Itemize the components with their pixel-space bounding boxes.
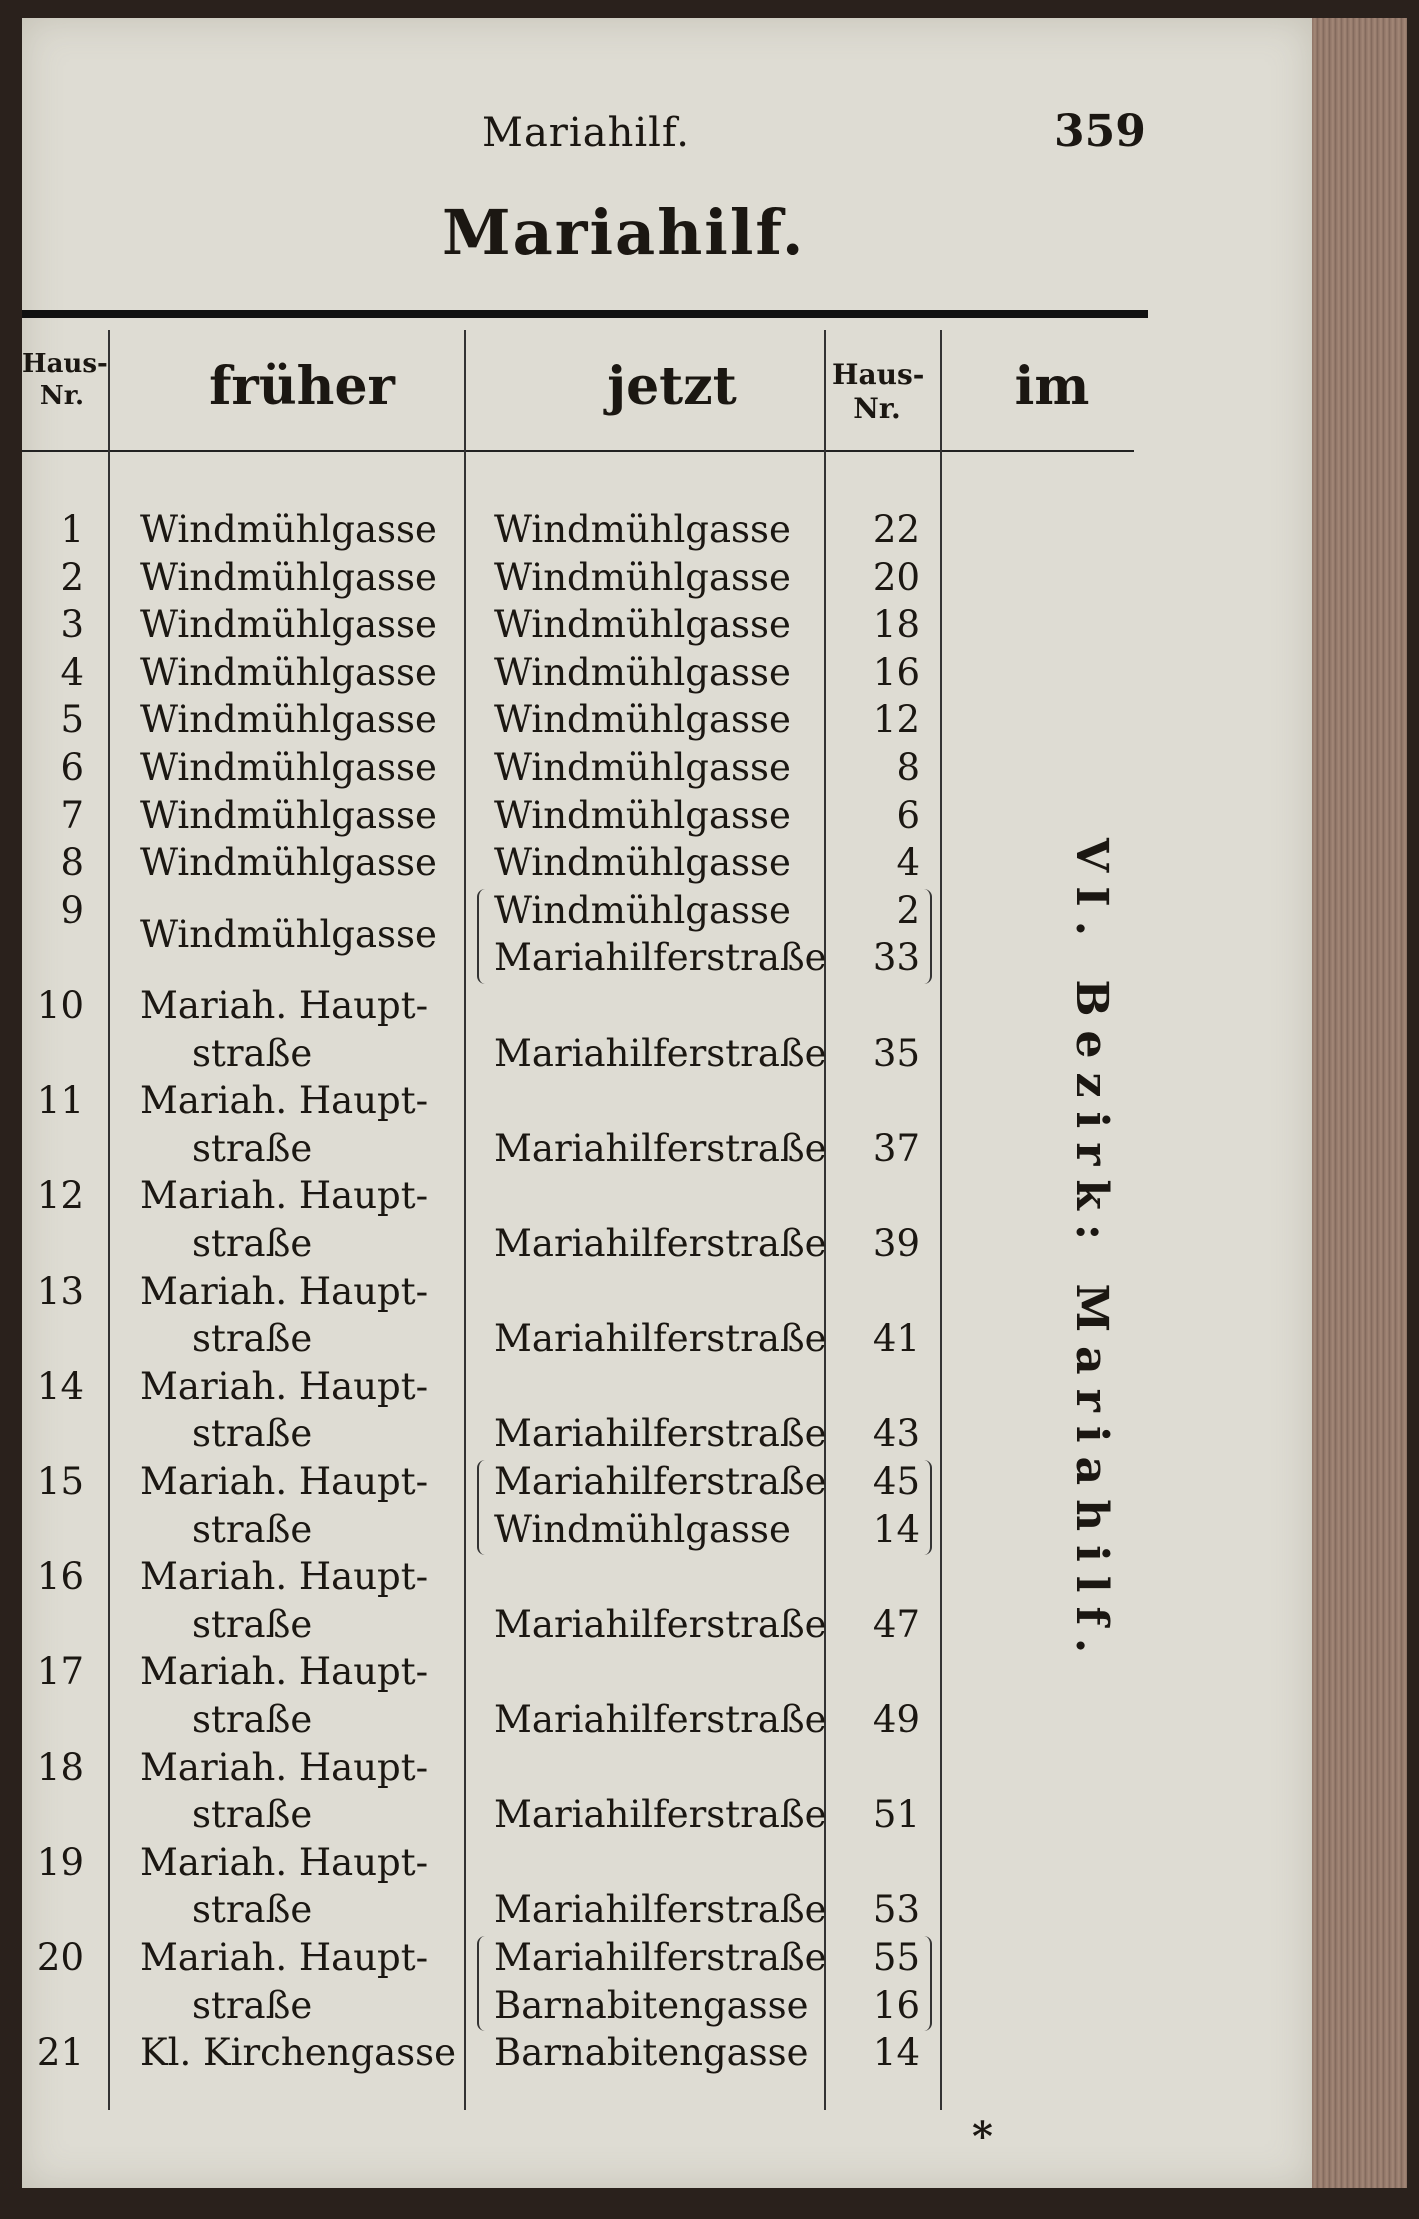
row-former-street: Windmühlgasse: [140, 555, 437, 599]
col-header-im: im: [1014, 356, 1090, 417]
row-house-number: 18: [36, 1745, 84, 1789]
row-new-house-number: 33: [872, 936, 920, 980]
col-header-jetzt: jetzt: [607, 356, 737, 417]
row-former-street: Windmühlgasse: [140, 650, 437, 694]
col-header-haus-nr-new: Haus-Nr.: [832, 358, 925, 425]
row-former-street: Windmühlgasse: [140, 508, 437, 551]
table-row: [22, 1841, 1022, 1936]
table-row: [22, 1079, 1022, 1174]
row-house-number: 2: [60, 555, 84, 599]
table-row: [22, 1555, 1022, 1650]
row-former-street: Mariah. Haupt-: [140, 1269, 429, 1313]
row-former-street: Mariah. Haupt-: [140, 1555, 429, 1599]
page-number: 359: [1054, 106, 1146, 157]
row-new-house-number: 14: [872, 1507, 920, 1551]
row-former-street: straße: [192, 1793, 313, 1837]
row-house-number: 15: [36, 1460, 84, 1503]
row-new-house-number: 8: [896, 746, 920, 789]
brace-right-icon: [924, 889, 932, 984]
row-current-street: Mariahilferstraße: [494, 1317, 827, 1361]
row-current-street: Mariahilferstraße: [494, 1936, 827, 1979]
footer-mark: *: [972, 2113, 993, 2160]
table-row: [22, 984, 1022, 1079]
table-row: [22, 1936, 1022, 2031]
header-rule: [22, 310, 1148, 318]
row-former-street: straße: [192, 1317, 313, 1361]
row-current-street: Windmühlgasse: [494, 508, 791, 551]
row-house-number: 12: [36, 1174, 84, 1218]
row-house-number: 14: [36, 1364, 84, 1408]
table-row: [22, 889, 1022, 984]
row-former-street: Mariah. Haupt-: [140, 1840, 429, 1884]
table-row: [22, 603, 1022, 651]
row-current-street: Mariahilferstraße: [494, 1793, 827, 1837]
row-current-street: Windmühlgasse: [494, 603, 791, 647]
row-current-street: Mariahilferstraße: [494, 1602, 827, 1646]
table-row: [22, 1460, 1022, 1555]
row-new-house-number: 53: [872, 1888, 920, 1932]
col-header-haus-nr: Haus-Nr.: [22, 349, 108, 411]
brace-left-icon: [477, 1936, 485, 2031]
row-former-street: Mariah. Haupt-: [140, 1936, 429, 1979]
row-current-street: Mariahilferstraße: [494, 936, 827, 980]
row-former-street: straße: [192, 1031, 313, 1075]
row-current-street: Windmühlgasse: [494, 650, 791, 694]
row-new-house-number: 18: [872, 603, 920, 647]
row-current-street: Mariahilferstraße: [494, 1031, 827, 1075]
row-new-house-number: 20: [872, 555, 920, 599]
row-current-street: Mariahilferstraße: [494, 1126, 827, 1170]
table-row: [22, 841, 1022, 889]
brace-right-icon: [924, 1936, 932, 2031]
table-row: [22, 794, 1022, 842]
row-house-number: 4: [60, 650, 84, 694]
table-row: [22, 1365, 1022, 1460]
table-row: [22, 746, 1022, 794]
table-row: [22, 1174, 1022, 1269]
row-new-house-number: 55: [872, 1936, 920, 1979]
row-new-house-number: 51: [872, 1793, 920, 1837]
row-new-house-number: 22: [872, 508, 920, 551]
row-former-street: Mariah. Haupt-: [140, 984, 429, 1027]
row-former-street: Mariah. Haupt-: [140, 1745, 429, 1789]
row-house-number: 7: [60, 793, 84, 837]
row-new-house-number: 41: [872, 1317, 920, 1361]
row-former-street: Kl. Kirchengasse: [140, 2031, 457, 2075]
row-new-house-number: 43: [872, 1412, 920, 1456]
row-house-number: 5: [60, 698, 84, 742]
row-current-street: Barnabitengasse: [494, 1983, 809, 2027]
row-house-number: 19: [36, 1840, 84, 1884]
col-header-frueher: früher: [209, 356, 395, 417]
row-former-street: Windmühlgasse: [140, 841, 437, 885]
row-house-number: 8: [60, 841, 84, 885]
row-new-house-number: 14: [872, 2031, 920, 2075]
row-house-number: 16: [36, 1555, 84, 1599]
row-former-street: Mariah. Haupt-: [140, 1650, 429, 1694]
table-row: [22, 698, 1022, 746]
row-new-house-number: 47: [872, 1602, 920, 1646]
row-former-street: Mariah. Haupt-: [140, 1174, 429, 1218]
row-former-street: Mariah. Haupt-: [140, 1079, 429, 1123]
row-current-street: Windmühlgasse: [494, 746, 791, 789]
row-current-street: Mariahilferstraße: [494, 1888, 827, 1932]
table-row: [22, 2031, 1022, 2079]
row-house-number: 3: [60, 603, 84, 647]
page-header: [22, 18, 1312, 425]
row-current-street: Windmühlgasse: [494, 793, 791, 837]
row-former-street: Windmühlgasse: [140, 746, 437, 789]
table-row: [22, 556, 1022, 604]
row-former-street: straße: [192, 1126, 313, 1170]
row-house-number: 17: [36, 1650, 84, 1694]
row-former-street: straße: [192, 1507, 313, 1551]
row-new-house-number: 2: [896, 888, 920, 932]
brace-left-icon: [477, 1460, 485, 1555]
row-new-house-number: 12: [872, 698, 920, 742]
row-current-street: Mariahilferstraße: [494, 1460, 827, 1503]
column-header-rule: [22, 450, 1134, 452]
row-former-street: straße: [192, 1412, 313, 1456]
row-current-street: Windmühlgasse: [494, 841, 791, 885]
row-current-street: Mariahilferstraße: [494, 1412, 827, 1456]
row-new-house-number: 39: [872, 1221, 920, 1265]
row-current-street: Barnabitengasse: [494, 2031, 809, 2075]
row-house-number: 13: [36, 1269, 84, 1313]
table-row: [22, 651, 1022, 699]
row-new-house-number: 16: [872, 650, 920, 694]
page-edge: [1312, 18, 1407, 2188]
row-former-street: Windmühlgasse: [140, 793, 437, 837]
row-house-number: 11: [36, 1079, 84, 1123]
row-former-street: Mariah. Haupt-: [140, 1460, 429, 1503]
row-former-street: straße: [192, 1888, 313, 1932]
row-former-street: Windmühlgasse: [140, 698, 437, 742]
row-former-street: straße: [192, 1602, 313, 1646]
table-row: [22, 1650, 1022, 1745]
row-new-house-number: 4: [896, 841, 920, 885]
row-new-house-number: 35: [872, 1031, 920, 1075]
table-row: [22, 508, 1022, 556]
row-house-number: 21: [36, 2031, 84, 2075]
book-page: [22, 18, 1312, 2188]
row-former-street: straße: [192, 1983, 313, 2027]
row-new-house-number: 45: [872, 1460, 920, 1503]
row-house-number: 10: [36, 984, 84, 1027]
row-current-street: Windmühlgasse: [494, 555, 791, 599]
page-title: Mariahilf.: [442, 196, 806, 269]
row-current-street: Windmühlgasse: [494, 698, 791, 742]
table-row: [22, 1746, 1022, 1841]
row-new-house-number: 49: [872, 1697, 920, 1741]
row-current-street: Mariahilferstraße: [494, 1221, 827, 1265]
row-former-street: Windmühlgasse: [140, 912, 437, 956]
row-house-number: 20: [36, 1936, 84, 1979]
row-house-number: 1: [60, 508, 84, 551]
row-former-street: straße: [192, 1221, 313, 1265]
row-former-street: Windmühlgasse: [140, 603, 437, 647]
row-house-number: 9: [60, 888, 84, 932]
brace-right-icon: [924, 1460, 932, 1555]
row-current-street: Mariahilferstraße: [494, 1697, 827, 1741]
row-new-house-number: 37: [872, 1126, 920, 1170]
district-label: VI. Bezirk: Mariahilf.: [1066, 838, 1117, 1668]
brace-left-icon: [477, 889, 485, 984]
row-former-street: Mariah. Haupt-: [140, 1364, 429, 1408]
row-new-house-number: 16: [872, 1983, 920, 2027]
row-new-house-number: 6: [896, 793, 920, 837]
row-current-street: Windmühlgasse: [494, 888, 791, 932]
row-current-street: Windmühlgasse: [494, 1507, 791, 1551]
table-row: [22, 1270, 1022, 1365]
row-former-street: straße: [192, 1697, 313, 1741]
row-house-number: 6: [60, 746, 84, 789]
running-title: Mariahilf.: [482, 110, 691, 156]
